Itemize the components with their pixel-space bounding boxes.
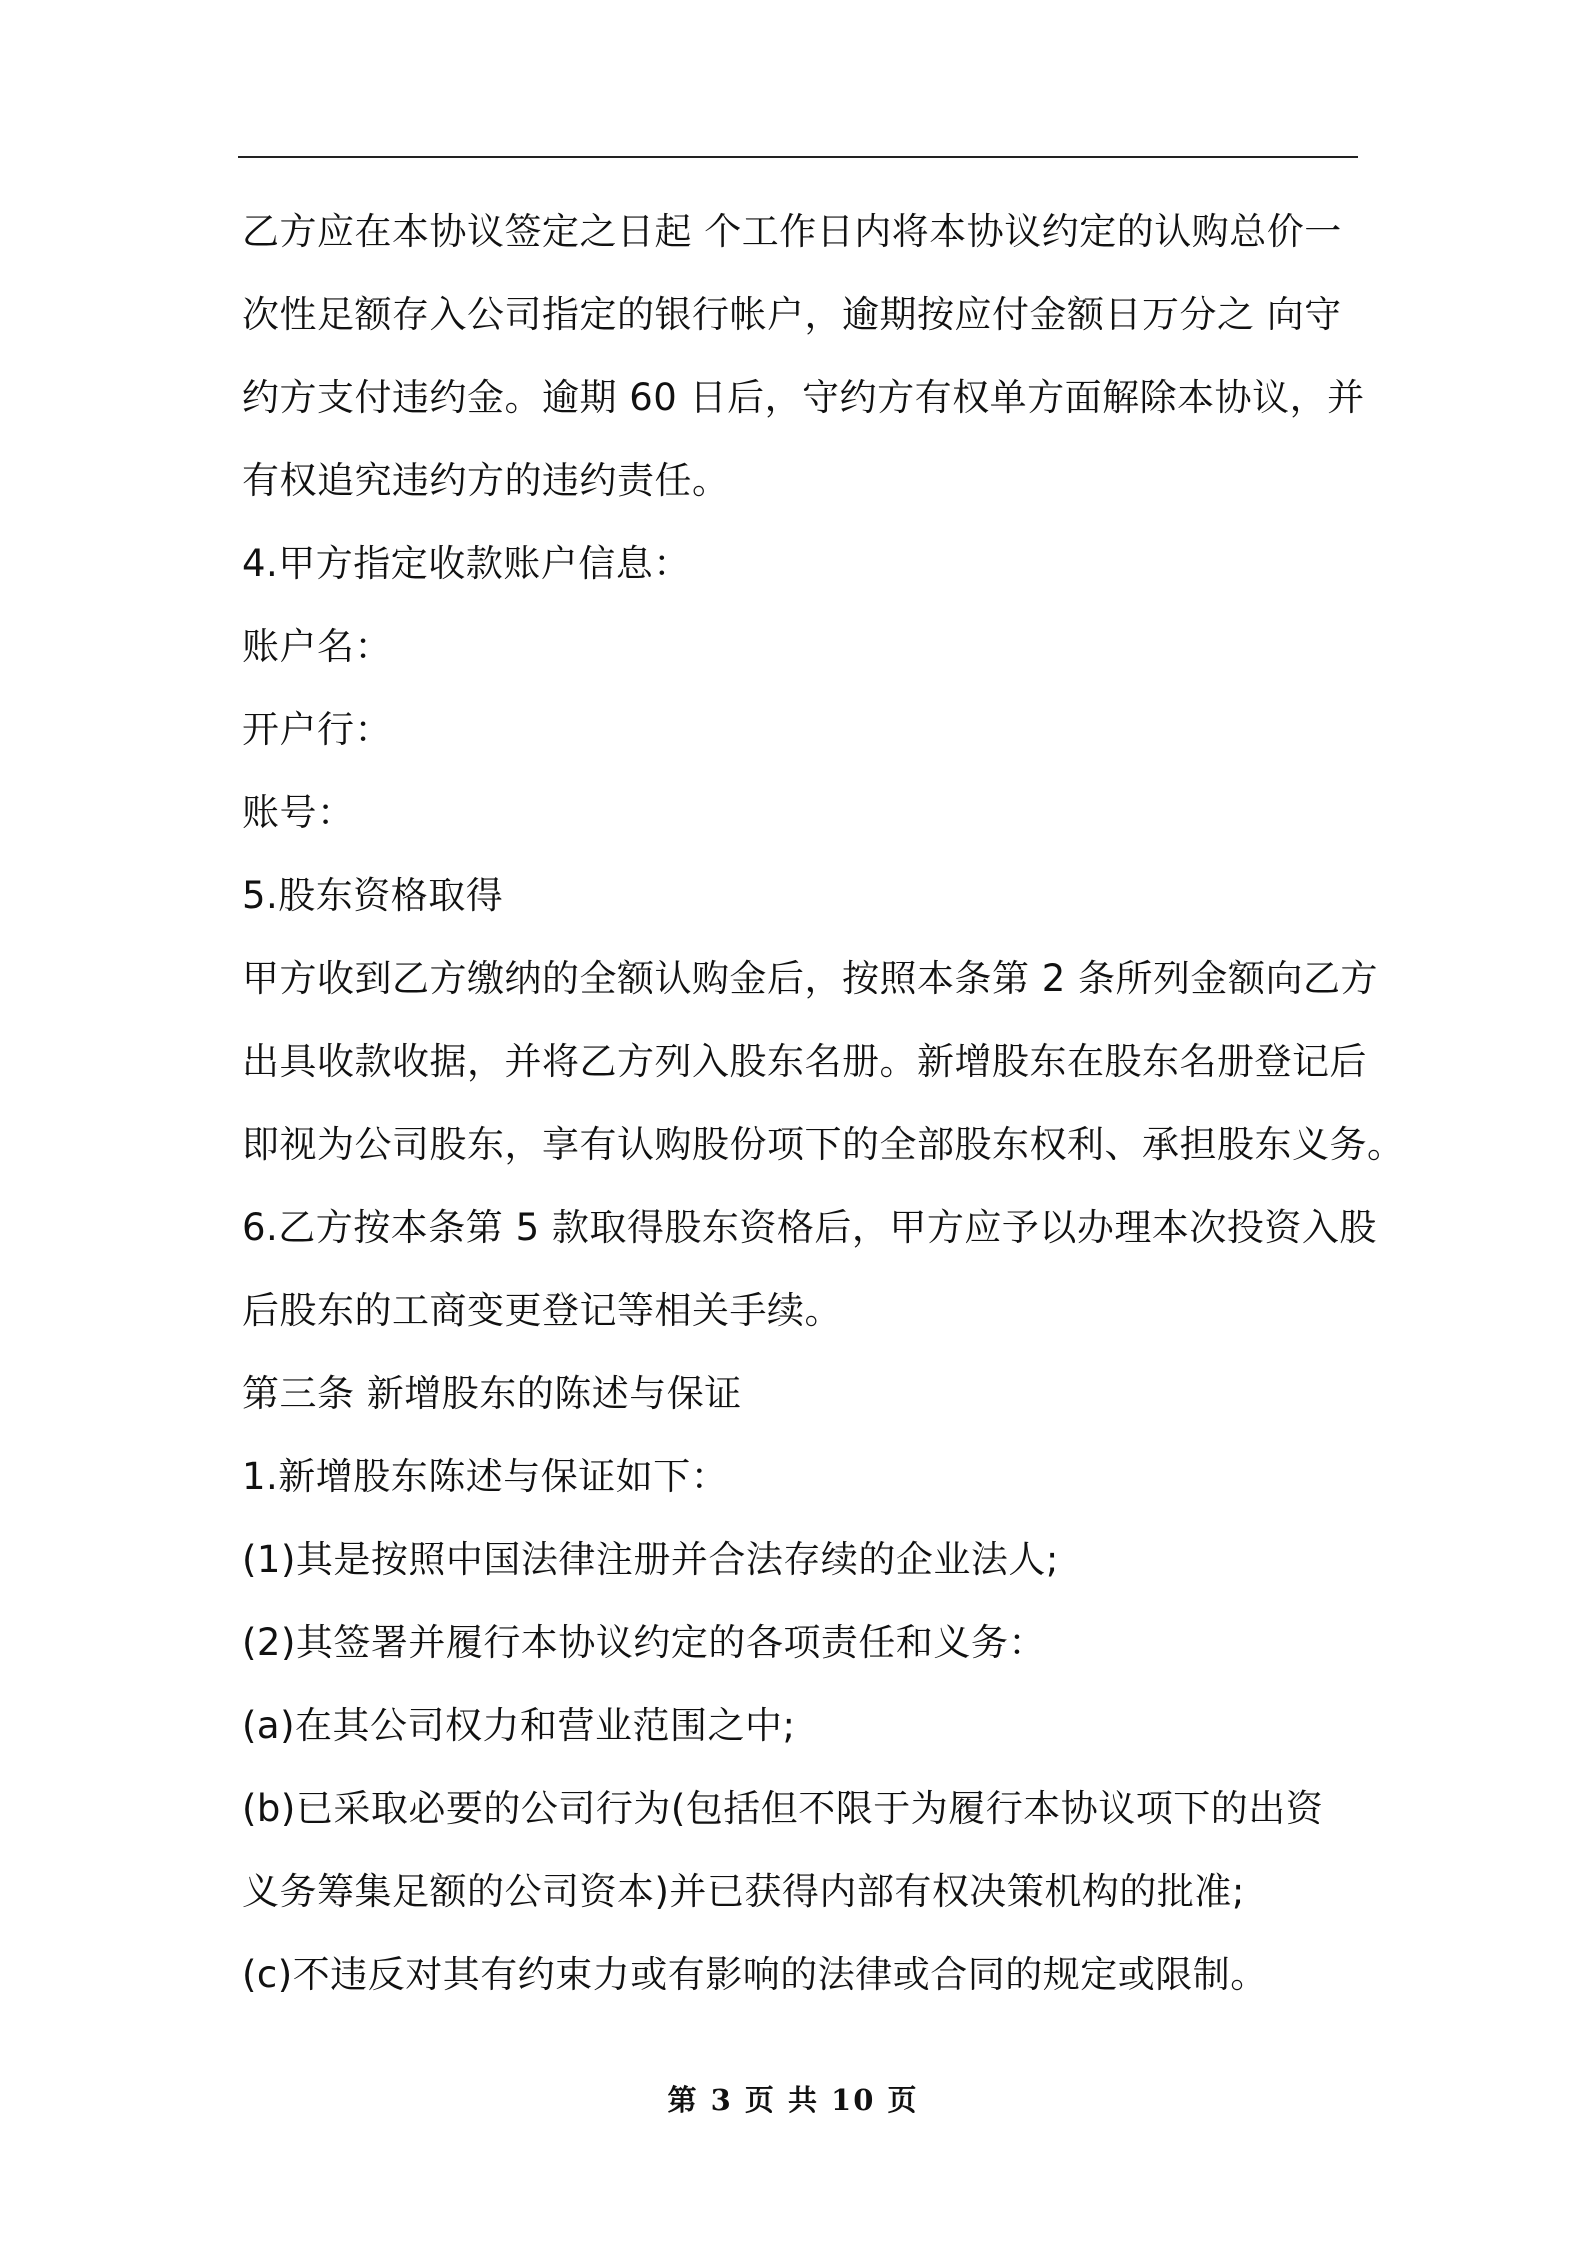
text-line: 义务筹集足额的公司资本)并已获得内部有权决策机构的批准; (242, 1870, 1245, 1913)
text-line: 次性足额存入公司指定的银行帐户，逾期按应付金额日万分之 向守 (242, 293, 1342, 336)
text-line: 甲方收到乙方缴纳的全额认购金后，按照本条第 2 条所列金额向乙方 (242, 957, 1379, 1000)
text-line: 即视为公司股东，享有认购股份项下的全部股东权利、承担股东义务。 (242, 1123, 1405, 1166)
text-line: 乙方应在本协议签定之日起 个工作日内将本协议约定的认购总价一 (242, 210, 1342, 253)
text-line: 出具收款收据，并将乙方列入股东名册。新增股东在股东名册登记后 (242, 1040, 1367, 1083)
page-number-footer: 第 3 页 共 10 页 (667, 2083, 919, 2117)
list-item: (b)已采取必要的公司行为(包括但不限于为履行本协议项下的出资 (242, 1787, 1324, 1830)
section-heading: 4.甲方指定收款账户信息： (242, 542, 691, 585)
header-rule (238, 156, 1358, 158)
text-line: 后股东的工商变更登记等相关手续。 (242, 1289, 842, 1332)
text-line: 约方支付违约金。逾期 60 日后，守约方有权单方面解除本协议，并 (242, 376, 1365, 419)
account-number-label: 账号： (242, 791, 355, 834)
list-item: (2)其签署并履行本协议约定的各项责任和义务： (242, 1621, 1046, 1664)
bank-label: 开户行： (242, 708, 392, 751)
section-heading: 1.新增股东陈述与保证如下： (242, 1455, 729, 1498)
list-item: (1)其是按照中国法律注册并合法存续的企业法人; (242, 1538, 1059, 1581)
text-line: 6.乙方按本条第 5 款取得股东资格后，甲方应予以办理本次投资入股 (242, 1206, 1377, 1249)
article-heading: 第三条 新增股东的陈述与保证 (242, 1372, 742, 1415)
account-name-label: 账户名： (242, 625, 392, 668)
list-item: (a)在其公司权力和营业范围之中; (242, 1704, 796, 1747)
list-item: (c)不违反对其有约束力或有影响的法律或合同的规定或限制。 (242, 1953, 1268, 1996)
section-heading: 5.股东资格取得 (242, 874, 504, 917)
text-line: 有权追究违约方的违约责任。 (242, 459, 730, 502)
document-body (242, 190, 1405, 2016)
